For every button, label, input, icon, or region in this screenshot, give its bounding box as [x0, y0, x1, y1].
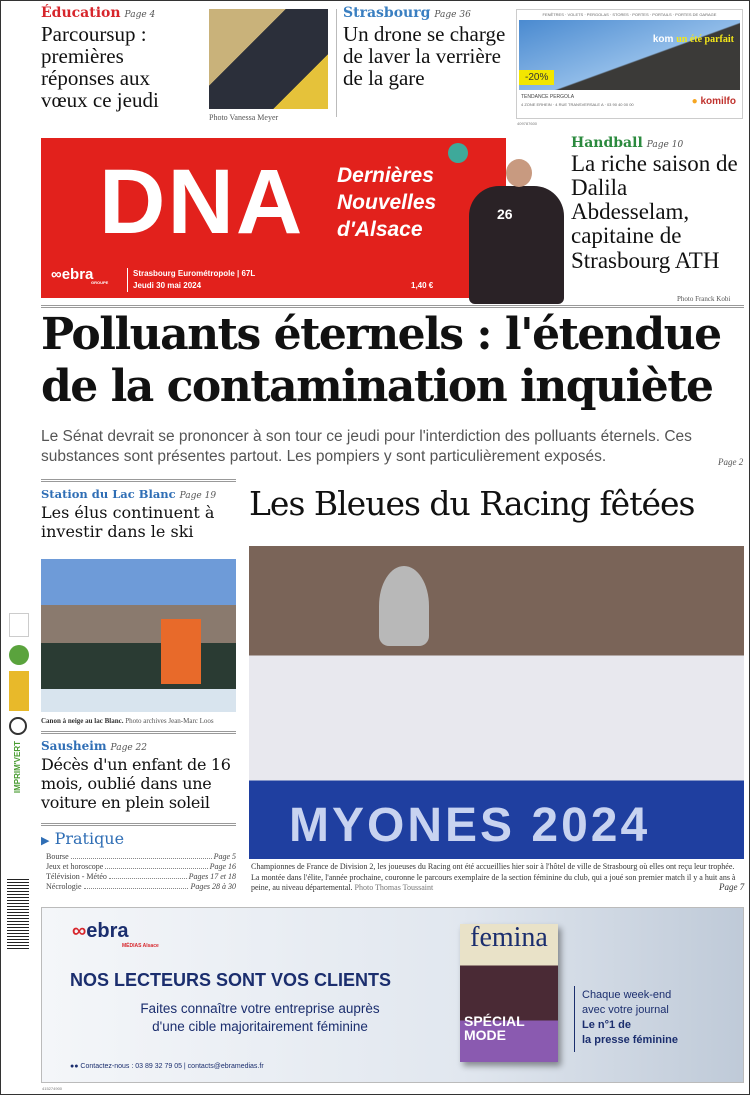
leader-dots [105, 862, 207, 869]
ad-slogan: un été parfait [676, 34, 734, 45]
racing-headline[interactable]: Les Bleues du Racing fêtées [249, 484, 695, 523]
teaser-education[interactable] [41, 5, 201, 111]
headline: La riche saison de Dalila Abdesselam, capitaine de Strasbourg ATH [571, 151, 738, 273]
pratique-item[interactable] [46, 852, 236, 862]
rule [41, 823, 236, 826]
ebra-ad[interactable] [41, 907, 744, 1083]
ebra-logo: ∞ebra GROUPE [51, 266, 109, 285]
teaser-strasbourg[interactable] [343, 5, 508, 89]
ad-tag: TENDANCE PERGOLA [521, 94, 575, 100]
leader-dots [71, 852, 212, 859]
item-label: Bourse [46, 852, 69, 861]
page-ref: Page 36 [434, 10, 471, 20]
masthead[interactable] [41, 138, 506, 298]
snow-cannon-photo [41, 559, 236, 712]
ad-code: 415274900 [42, 1086, 63, 1091]
ad-brand-mark: kom [652, 34, 674, 45]
headline: Un drone se charge de laver la verrière de la gare [343, 22, 506, 91]
issue-date: Jeudi 30 mai 2024 [133, 281, 202, 290]
item-page: Pages 28 à 30 [190, 882, 236, 891]
page-ref: Page 22 [110, 743, 147, 753]
newspaper-name [337, 162, 436, 243]
headline: Parcoursup : premières réponses aux vœux ce jeudi [41, 22, 159, 113]
leader-dots [84, 882, 189, 889]
name-line: d'Alsace [337, 218, 423, 241]
item-label: Télévision - Météo [46, 872, 107, 881]
femina-cover: femina SPÉCIAL MODE [460, 924, 558, 1062]
price: 1,40 € [411, 281, 434, 290]
ecolabel-icon [9, 645, 29, 665]
racing-caption: Championnes de France de Division 2, les joueuses du Racing ont été accueillies hier soir à l'hôtel de ville de Strasbourg où elles ont reçu leur trophée. La montée dans l'élite, l'année prochaine, couronne le parcours exemplaire de la section féminine du club, qui a joué son premier match il y a huit ans à peine, au niveau départemental. Photo Thomas Toussaint [251, 862, 736, 892]
pratique-box [41, 829, 236, 892]
section-label: Éducation [41, 5, 121, 21]
pratique-item[interactable] [46, 882, 236, 892]
rule [41, 305, 744, 308]
ad-subtitle: Faites connaître votre entreprise auprès [140, 1001, 380, 1016]
section-label: Sausheim [41, 739, 107, 753]
photo-banner: MYONES 2024 [289, 799, 651, 852]
item-page: Page 5 [213, 852, 236, 861]
section-label: Station du Lac Blanc [41, 487, 176, 501]
player-photo: 26 [469, 186, 564, 304]
pratique-item[interactable] [46, 872, 236, 882]
divider [574, 986, 575, 1052]
pratique-item[interactable] [46, 862, 236, 872]
trophy [379, 566, 429, 646]
photo-credit: Photo Franck Kobi [677, 295, 731, 303]
imprimvert-logo: IMPRIM'VERT [13, 741, 22, 794]
page-ref: Page 10 [646, 140, 684, 150]
racing-photo [249, 546, 744, 859]
page-ref: Page 19 [179, 491, 217, 501]
photo-credit: Photo Vanessa Meyer [209, 113, 279, 122]
ad-tagline: Le n°1 de [582, 1019, 632, 1031]
ad-code: 409787600 [517, 121, 538, 126]
recycle-icon [9, 717, 27, 735]
lead-deck: Le Sénat devrait se prononcer à son tour ce jeudi pour l'interdiction des polluants éternels. Ces substances sont présentes partout. Les pompiers y sont particulièrement exposés. [41, 428, 692, 465]
headline: Décès d'un enfant de 16 mois, oublié dans une voiture en plein soleil [41, 755, 231, 812]
parcoursup-photo [209, 9, 328, 109]
ad-promo: -20% [519, 70, 554, 85]
handball-ball [448, 143, 468, 163]
ad-tagline: avec votre journal [582, 1004, 669, 1016]
ad-topline: FENÊTRES · VOLETS · PERGOLAS · STORES · PORTES · PORTAILS · PORTES DE GARAGE [542, 12, 717, 17]
side-logos [9, 613, 31, 883]
pratique-title: Pratique [54, 829, 125, 848]
komilfo-ad[interactable] [516, 9, 743, 119]
lead-headline: Polluants éternels : l'étendue de la contamination inquiète [41, 309, 721, 412]
ad-tagline: Chaque week-end [582, 989, 672, 1001]
item-label: Nécrologie [46, 882, 82, 891]
ad-contact: ●● Contactez-nous : 03 89 32 79 05 | contacts@ebramedias.fr [70, 1063, 264, 1070]
section-label: Strasbourg [343, 5, 431, 21]
page-ref: Page 4 [124, 10, 156, 20]
ad-address: 4 ZONE ERHEIN · 4 RUE TRANSVERSALE A · 03 90 40 00 00 [521, 102, 634, 107]
komilfo-logo: ● komilfo [691, 96, 736, 107]
photo-credit: Photo archives Jean-Marc Loos [125, 717, 214, 725]
cannon [161, 619, 201, 684]
section-label: Handball [571, 135, 643, 151]
triangle-icon: ▶ [41, 834, 50, 847]
ad-tagline: la presse féminine [582, 1034, 678, 1046]
rule [41, 731, 236, 734]
ad-title: NOS LECTEURS SONT VOS CLIENTS [70, 970, 392, 990]
player-head [506, 159, 532, 187]
name-line: Nouvelles [337, 191, 437, 214]
item-page: Page 16 [209, 862, 236, 871]
social-icons: ●● [70, 1063, 81, 1070]
ad-subtitle: d'une cible majoritairement féminine [152, 1019, 368, 1034]
ebra-medias-logo: ∞ebra MÉDIAS Alsace [72, 920, 159, 949]
ad-image [519, 20, 740, 90]
page-ref: Page 2 [718, 457, 744, 467]
barcode [7, 879, 29, 949]
label-badge-icon [9, 671, 29, 711]
teaser-lac-blanc[interactable] [41, 487, 236, 541]
leader-dots [109, 872, 187, 879]
headline: Les élus continuent à investir dans le ski [41, 503, 215, 541]
item-label: Jeux et horoscope [46, 862, 104, 871]
teaser-sausheim[interactable] [41, 739, 241, 812]
edition: Strasbourg Eurométropole | 67L [133, 269, 256, 278]
name-line: Dernières [337, 164, 434, 187]
page-ref: Page 7 [719, 882, 745, 892]
caption: Canon à neige au lac Blanc. [41, 717, 124, 725]
rule [41, 479, 236, 482]
lead-story[interactable] [41, 309, 746, 467]
recycling-logo [9, 613, 29, 637]
item-page: Pages 17 et 18 [188, 872, 236, 881]
divider [127, 268, 128, 292]
dna-logo: DNA [99, 151, 305, 253]
teaser-handball[interactable] [571, 135, 743, 273]
photo-credit: Photo Thomas Toussaint [354, 883, 434, 892]
divider [336, 9, 337, 117]
